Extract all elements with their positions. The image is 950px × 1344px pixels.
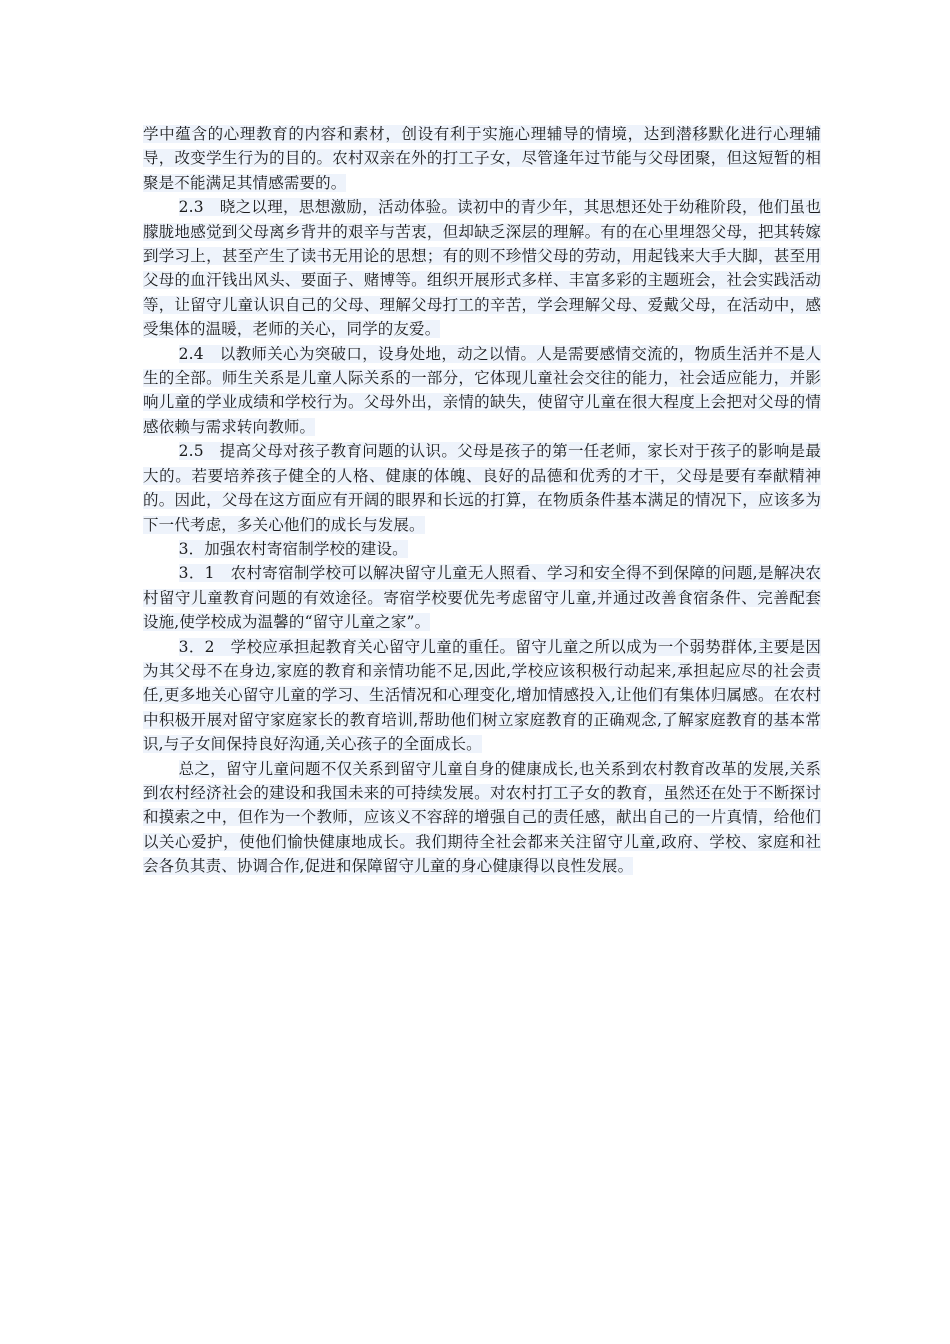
paragraph-text: 2.3 晓之以理，思想激励，活动体验。读初中的青少年，其思想还处于幼稚阶段，他们虽也朦胧地感觉到父母离乡背井的艰辛与苦衷，但却缺乏深层的理解。有的在心里埋怨父母，把其转嫁到学习上，甚至产生了读书无用论的思想；有的则不珍惜父母的劳动，用起钱来大手大脚，甚至用父母的血汗钱出风头、要面子、赌博等。组织开展形式多样、丰富多彩的主题班会，社会实践活动等，让留守儿童认识自己的父母、理解父母打工的辛苦，学会理解父母、爱戴父母，在活动中，感受集体的温暖，老师的关心，同学的友爱。 bbox=[143, 198, 821, 339]
paragraph-2-5 bbox=[143, 439, 821, 537]
paragraph-intro bbox=[143, 122, 821, 195]
paragraph-text: 2.5 提高父母对孩子教育问题的认识。父母是孩子的第一任老师，家长对于孩子的影响是最大的。若要培养孩子健全的人格、健康的体魄、良好的品德和优秀的才干，父母是要有奉献精神的。因此，父母在这方面应有开阔的眼界和长远的打算，在物质条件基本满足的情况下，应该多为下一代考虑，多关心他们的成长与发展。 bbox=[143, 442, 821, 534]
paragraph-3 bbox=[143, 537, 821, 561]
paragraph-text: 2.4 以教师关心为突破口，设身处地，动之以情。人是需要感情交流的，物质生活并不是人生的全部。师生关系是儿童人际关系的一部分，它体现儿童社会交往的能力，社会适应能力，并影响儿童的学业成绩和学校行为。父母外出，亲情的缺失，使留守儿童在很大程度上会把对父母的情感依赖与需求转向教师。 bbox=[143, 344, 821, 436]
paragraph-3-1 bbox=[143, 561, 821, 634]
paragraph-text: 学中蕴含的心理教育的内容和素材，创设有利于实施心理辅导的情境，达到潜移默化进行心理辅导，改变学生行为的目的。农村双亲在外的打工子女，尽管逢年过节能与父母团聚，但这短暂的相聚是不能满足其情感需要的。 bbox=[143, 125, 821, 192]
paragraph-conclusion bbox=[143, 757, 821, 879]
paragraph-text: 3．2 学校应承担起教育关心留守儿童的重任。留守儿童之所以成为一个弱势群体,主要是因为其父母不在身边,家庭的教育和亲情功能不足,因此,学校应该积极行动起来,承担起应尽的社会责任,更多地关心留守儿童的学习、生活情况和心理变化,增加情感投入,让他们有集体归属感。在农村中积极开展对留守家庭家长的教育培训,帮助他们树立家庭教育的正确观念,了解家庭教育的基本常识,与子女间保持良好沟通,关心孩子的全面成长。 bbox=[143, 637, 821, 754]
paragraph-text: 总之，留守儿童问题不仅关系到留守儿童自身的健康成长,也关系到农村教育改革的发展,关系到农村经济社会的建设和我国未来的可持续发展。对农村打工子女的教育，虽然还在处于不断探讨和摸索之中，但作为一个教师，应该义不容辞的增强自己的责任感，献出自己的一片真情，给他们以关心爱护，使他们愉快健康地成长。我们期待全社会都来关注留守儿童,政府、学校、家庭和社会各负其责、协调合作,促进和保障留守儿童的身心健康得以良性发展。 bbox=[143, 759, 821, 876]
paragraph-2-4 bbox=[143, 342, 821, 440]
paragraph-2-3 bbox=[143, 195, 821, 341]
paragraph-3-2 bbox=[143, 635, 821, 757]
paragraph-text: 3．加强农村寄宿制学校的建设。 bbox=[178, 539, 408, 558]
paragraph-text: 3．1 农村寄宿制学校可以解决留守儿童无人照看、学习和安全得不到保障的问题,是解决农村留守儿童教育问题的有效途径。寄宿学校要优先考虑留守儿童,并通过改善食宿条件、完善配套设施,使学校成为温馨的“留守儿童之家”。 bbox=[143, 564, 821, 632]
document-body bbox=[143, 122, 821, 879]
